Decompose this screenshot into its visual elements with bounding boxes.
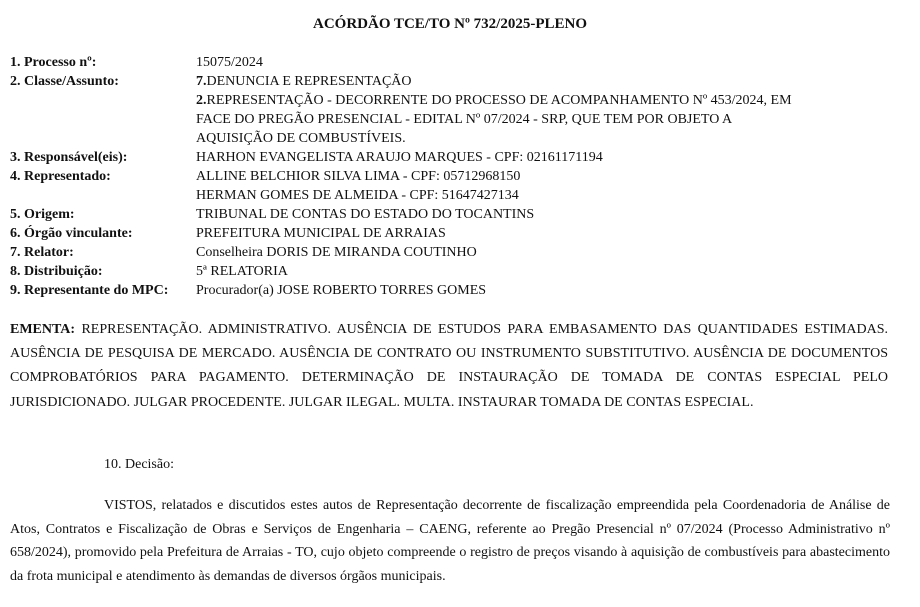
classe-number: 2. bbox=[196, 93, 207, 108]
field-representado bbox=[10, 167, 890, 205]
field-label: 4. Representado: bbox=[10, 169, 111, 184]
field-label: 3. Responsável(eis): bbox=[10, 150, 128, 165]
field-label: 7. Relator: bbox=[10, 245, 74, 260]
field-label: 9. Representante do MPC: bbox=[10, 283, 169, 298]
classe-line bbox=[196, 91, 890, 110]
field-origem bbox=[10, 205, 890, 224]
field-relator bbox=[10, 243, 890, 262]
field-processo bbox=[10, 53, 890, 72]
field-classe bbox=[10, 72, 890, 148]
decisao-heading: 10. Decisão: bbox=[104, 457, 174, 472]
field-label: 1. Processo nº: bbox=[10, 55, 97, 70]
field-value bbox=[196, 167, 890, 205]
field-value bbox=[196, 72, 890, 148]
classe-line: FACE DO PREGÃO PRESENCIAL - EDITAL Nº 07/2024 - SRP, QUE TEM POR OBJETO A bbox=[196, 112, 733, 127]
field-value: PREFEITURA MUNICIPAL DE ARRAIAS bbox=[196, 226, 446, 241]
field-distribuicao bbox=[10, 262, 890, 281]
vistos-paragraph: VISTOS, relatados e discutidos estes autos de Representação decorrente de fiscalização empreendida pela Coordenadoria de Análise de Atos, Contratos e Fiscalização de Obras e Serviços de Engenharia – CAENG, referente ao Pregão Presencial nº 07/2024 (Processo Administrativo nº 658/2024), promovido pela Prefeitura de Arraias - TO, cujo objeto compreende o registro de preços visando à aquisição de combustíveis para abastecimento da frota municipal e atendimento às demandas de diversos órgãos municipais. bbox=[10, 498, 890, 584]
classe-line: AQUISIÇÃO DE COMBUSTÍVEIS. bbox=[196, 131, 406, 146]
ementa-text: REPRESENTAÇÃO. ADMINISTRATIVO. AUSÊNCIA DE ESTUDOS PARA EMBASAMENTO DAS QUANTIDADES ESTIMADAS. AUSÊNCIA DE PESQUISA DE MERCADO. AUSÊNCIA DE CONTRATO OU INSTRUMENTO SUBSTITUTIVO. AUSÊNCIA DE DOCUMENTOS COMPROBATÓRIOS PARA PAGAMENTO. DETERMINAÇÃO DE INSTAURAÇÃO DE TOMADA DE CONTAS ESPECIAL PELO JURISDICIONADO. JULGAR PROCEDENTE. JULGAR ILEGAL. MULTA. INSTAURAR TOMADA DE CONTAS ESPECIAL. bbox=[10, 322, 889, 410]
ementa-paragraph bbox=[10, 318, 888, 415]
field-value: Procurador(a) JOSE ROBERTO TORRES GOMES bbox=[196, 283, 487, 298]
field-value: 5ª RELATORIA bbox=[196, 264, 288, 279]
field-value: Conselheira DORIS DE MIRANDA COUTINHO bbox=[196, 245, 477, 260]
field-value: 15075/2024 bbox=[196, 55, 263, 70]
representado-line: HERMAN GOMES DE ALMEIDA - CPF: 51647427134 bbox=[196, 188, 519, 203]
classe-number: 7. bbox=[196, 74, 207, 89]
field-label: 2. Classe/Assunto: bbox=[10, 74, 119, 89]
representado-line: ALLINE BELCHIOR SILVA LIMA - CPF: 05712968150 bbox=[196, 169, 521, 184]
field-label: 5. Origem: bbox=[10, 207, 75, 222]
classe-text: REPRESENTAÇÃO - DECORRENTE DO PROCESSO DE ACOMPANHAMENTO Nº 453/2024, EM bbox=[206, 93, 792, 108]
field-label: 6. Órgão vinculante: bbox=[10, 226, 133, 241]
field-value: TRIBUNAL DE CONTAS DO ESTADO DO TOCANTINS bbox=[196, 207, 535, 222]
process-fields bbox=[10, 53, 890, 300]
field-value: HARHON EVANGELISTA ARAUJO MARQUES - CPF: 02161171194 bbox=[196, 150, 603, 165]
field-responsavel bbox=[10, 148, 890, 167]
classe-text: DENUNCIA E REPRESENTAÇÃO bbox=[206, 74, 412, 89]
field-orgao bbox=[10, 224, 890, 243]
document-title: ACÓRDÃO TCE/TO Nº 732/2025-PLENO bbox=[312, 16, 587, 32]
field-label: 8. Distribuição: bbox=[10, 264, 103, 279]
field-mpc bbox=[10, 281, 890, 300]
classe-line bbox=[196, 72, 890, 91]
ementa-label: EMENTA: bbox=[10, 322, 76, 337]
